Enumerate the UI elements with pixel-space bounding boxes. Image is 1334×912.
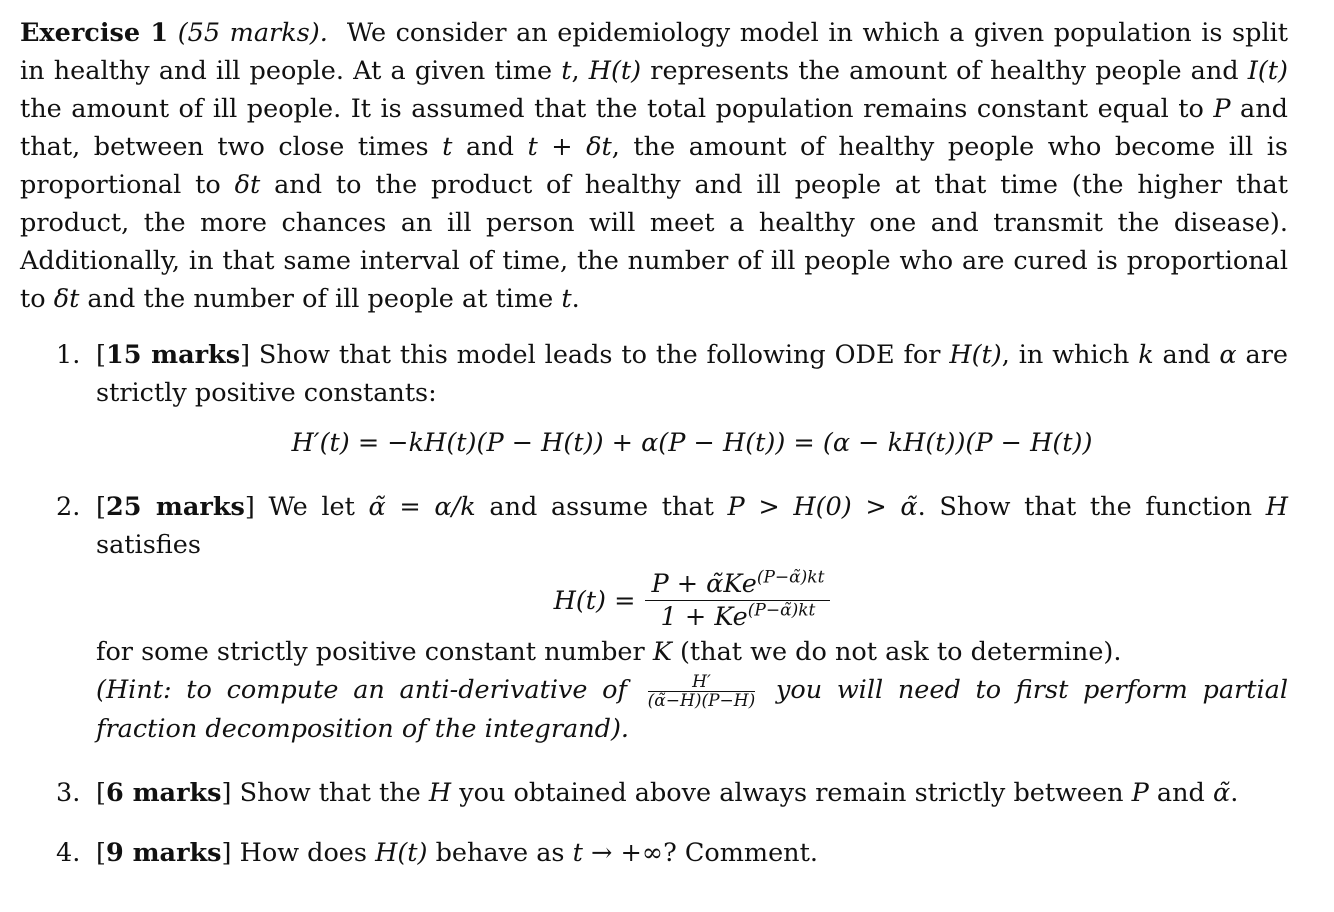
math-var: K	[652, 637, 672, 667]
question-number: 3.	[56, 777, 81, 808]
exercise-marks: (55 marks).	[177, 18, 328, 48]
ode-equation: H′(t) = −kH(t)(P − H(t)) + α(P − H(t)) = (α − kH(t))(P − H(t))	[291, 428, 1093, 458]
math-var: H(t)	[949, 340, 1002, 370]
math-var: H(t)	[588, 56, 642, 86]
math-var: H(t)	[375, 837, 428, 868]
hint-denominator: (α̃−H)(P−H)	[647, 690, 756, 711]
math-var: t → +∞	[572, 837, 664, 868]
math-var: P	[1131, 777, 1149, 808]
question-list	[20, 336, 1288, 872]
math-var: t + δt	[527, 132, 612, 162]
marks-label: 9 marks	[105, 837, 222, 868]
question-4	[20, 834, 1288, 872]
math-var: δt	[234, 170, 261, 200]
question-number: 1.	[56, 340, 81, 370]
question-2-hint	[96, 671, 1288, 748]
question-marks: [15 marks]	[96, 340, 251, 370]
question-marks: [6 marks]	[96, 777, 232, 808]
math-var: t	[442, 132, 453, 162]
intro-text: and	[452, 132, 528, 162]
intro-text: and to the product of healthy and ill people at that time (the higher that product, the more chances an ill person will meet a healthy one and transmit the disease). Additionally, in that same interval of time, the number of ill people who are cured is proportional to	[20, 170, 1288, 314]
question-text: How does	[239, 837, 376, 868]
hint-text: (Hint: to compute an anti-derivative of	[96, 675, 642, 705]
question-text: and assume that	[475, 492, 728, 522]
math-var: t	[561, 284, 572, 314]
math-var: α̃ = α/k	[368, 492, 476, 522]
intro-text: and the number of ill people at time	[79, 284, 562, 314]
question-text: .	[1230, 777, 1239, 808]
math-var: P > H(0) > α̃	[727, 492, 918, 522]
solution-formula	[96, 568, 1288, 633]
hint-numerator: H′	[692, 671, 711, 692]
question-text: you obtained above always remain strictly between	[451, 777, 1132, 808]
question-text: , in which	[1001, 340, 1139, 370]
math-var: H	[1265, 492, 1288, 522]
math-var: P	[1213, 94, 1231, 124]
exercise-heading: Exercise 1	[20, 18, 169, 48]
question-number: 2.	[56, 492, 81, 522]
question-text: Show that this model leads to the following ODE for	[258, 340, 950, 370]
intro-text: , the amount of healthy people who become ill is proportional to	[20, 132, 1288, 200]
question-text: satisfies	[96, 530, 201, 560]
formula-fraction	[645, 568, 830, 633]
math-var: H	[428, 777, 452, 808]
intro-text: .	[571, 284, 580, 314]
question-text: behave as	[427, 837, 573, 868]
intro-text: ,	[571, 56, 589, 86]
exercise-intro	[20, 14, 1288, 318]
math-var: t	[561, 56, 572, 86]
question-2-followup	[96, 633, 1288, 671]
math-var: I(t)	[1247, 56, 1288, 86]
question-text: ? Comment.	[663, 837, 818, 868]
question-text: . Show that the function	[917, 492, 1266, 522]
math-var: k	[1138, 340, 1154, 370]
math-var: δt	[53, 284, 80, 314]
question-text: We let	[268, 492, 369, 522]
question-2	[20, 488, 1288, 748]
math-var: α̃	[1213, 777, 1231, 808]
denominator-base: 1 + Ke	[660, 602, 748, 632]
question-text: and	[1148, 777, 1213, 808]
marks-label: 15 marks	[105, 340, 241, 370]
question-marks: [25 marks]	[96, 492, 255, 522]
question-text: are strictly positive constants:	[96, 340, 1288, 408]
question-text: for some strictly positive constant number	[96, 637, 653, 667]
denominator-exponent: (P−α̃)kt	[747, 600, 816, 621]
formula-lhs: H(t) =	[553, 585, 636, 616]
question-text: Show that the	[239, 777, 429, 808]
marks-label: 6 marks	[105, 777, 222, 808]
question-text: (that we do not ask to determine).	[671, 637, 1122, 667]
numerator-exponent: (P−α̃)kt	[756, 567, 825, 588]
intro-text: and that, between two close times	[20, 94, 1288, 162]
intro-text: We consider an epidemiology model in which a given population is split in healthy and ill people. At a given time	[20, 18, 1289, 86]
fraction-numerator	[645, 568, 830, 600]
fraction-denominator	[655, 601, 822, 633]
question-text: and	[1153, 340, 1220, 370]
question-3	[20, 774, 1288, 812]
question-1	[20, 336, 1288, 462]
question-marks: [9 marks]	[96, 837, 232, 868]
question-number: 4.	[56, 837, 81, 868]
intro-text: the amount of ill people. It is assumed that the total population remains constant equal to	[20, 94, 1214, 124]
hint-text: you will need to first perform partial fraction decomposition of the integrand).	[96, 675, 1288, 744]
hint-fraction	[648, 673, 756, 710]
numerator-base: P + α̃Ke	[651, 569, 757, 599]
math-var: α	[1219, 340, 1237, 370]
intro-text: represents the amount of healthy people and	[641, 56, 1248, 86]
marks-label: 25 marks	[105, 492, 245, 522]
